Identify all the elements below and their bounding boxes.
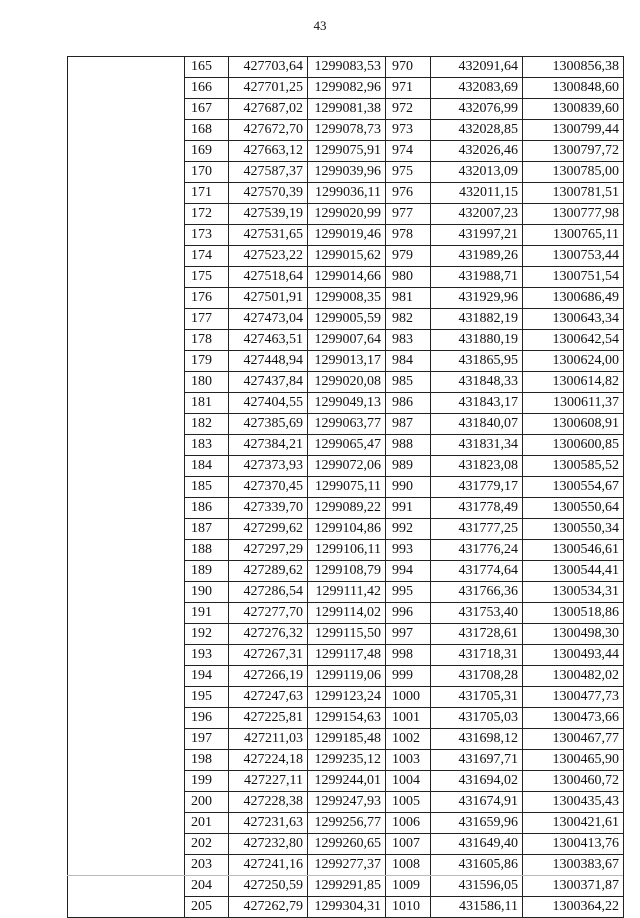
y-coordinate-right: 1300550,34	[523, 519, 624, 540]
y-coordinate-right: 1300435,43	[523, 792, 624, 813]
point-number-right: 997	[386, 624, 431, 645]
point-number-left: 165	[185, 57, 229, 78]
y-coordinate-right: 1300643,34	[523, 309, 624, 330]
x-coordinate-right: 432013,09	[431, 162, 523, 183]
x-coordinate-left: 427587,37	[229, 162, 308, 183]
x-coordinate-right: 431777,25	[431, 519, 523, 540]
point-number-right: 977	[386, 204, 431, 225]
x-coordinate-left: 427266,19	[229, 666, 308, 687]
y-coordinate-left: 1299008,35	[308, 288, 386, 309]
y-coordinate-right: 1300413,76	[523, 834, 624, 855]
point-number-left: 186	[185, 498, 229, 519]
y-coordinate-left: 1299154,63	[308, 708, 386, 729]
point-number-right: 979	[386, 246, 431, 267]
y-coordinate-left: 1299007,64	[308, 330, 386, 351]
point-number-right: 1010	[386, 897, 431, 918]
point-number-right: 1000	[386, 687, 431, 708]
point-number-right: 994	[386, 561, 431, 582]
x-coordinate-left: 427286,54	[229, 582, 308, 603]
x-coordinate-left: 427277,70	[229, 603, 308, 624]
x-coordinate-right: 432026,46	[431, 141, 523, 162]
x-coordinate-right: 431840,07	[431, 414, 523, 435]
x-coordinate-left: 427211,03	[229, 729, 308, 750]
point-number-right: 985	[386, 372, 431, 393]
x-coordinate-left: 427373,93	[229, 456, 308, 477]
point-number-right: 1001	[386, 708, 431, 729]
x-coordinate-left: 427539,19	[229, 204, 308, 225]
point-number-right: 1003	[386, 750, 431, 771]
point-number-right: 989	[386, 456, 431, 477]
y-coordinate-right: 1300781,51	[523, 183, 624, 204]
x-coordinate-right: 431649,40	[431, 834, 523, 855]
y-coordinate-right: 1300753,44	[523, 246, 624, 267]
point-number-right: 975	[386, 162, 431, 183]
y-coordinate-left: 1299185,48	[308, 729, 386, 750]
y-coordinate-left: 1299115,50	[308, 624, 386, 645]
point-number-right: 986	[386, 393, 431, 414]
y-coordinate-left: 1299020,08	[308, 372, 386, 393]
y-coordinate-right: 1300498,30	[523, 624, 624, 645]
x-coordinate-right: 432076,99	[431, 99, 523, 120]
y-coordinate-right: 1300544,41	[523, 561, 624, 582]
y-coordinate-left: 1299014,66	[308, 267, 386, 288]
y-coordinate-right: 1300554,67	[523, 477, 624, 498]
y-coordinate-left: 1299082,96	[308, 78, 386, 99]
y-coordinate-right: 1300777,98	[523, 204, 624, 225]
x-coordinate-left: 427339,70	[229, 498, 308, 519]
y-coordinate-left: 1299244,01	[308, 771, 386, 792]
x-coordinate-left: 427448,94	[229, 351, 308, 372]
point-number-left: 202	[185, 834, 229, 855]
x-coordinate-right: 431774,64	[431, 561, 523, 582]
y-coordinate-left: 1299123,24	[308, 687, 386, 708]
x-coordinate-right: 432007,23	[431, 204, 523, 225]
y-coordinate-right: 1300848,60	[523, 78, 624, 99]
x-coordinate-left: 427289,62	[229, 561, 308, 582]
x-coordinate-left: 427231,63	[229, 813, 308, 834]
y-coordinate-left: 1299020,99	[308, 204, 386, 225]
point-number-left: 192	[185, 624, 229, 645]
y-coordinate-left: 1299235,12	[308, 750, 386, 771]
point-number-left: 201	[185, 813, 229, 834]
x-coordinate-right: 431605,86	[431, 855, 523, 876]
point-number-right: 973	[386, 120, 431, 141]
y-coordinate-right: 1300534,31	[523, 582, 624, 603]
point-number-right: 978	[386, 225, 431, 246]
x-coordinate-right: 431880,19	[431, 330, 523, 351]
point-number-right: 991	[386, 498, 431, 519]
x-coordinate-right: 432091,64	[431, 57, 523, 78]
y-coordinate-right: 1300839,60	[523, 99, 624, 120]
x-coordinate-right: 431848,33	[431, 372, 523, 393]
x-coordinate-right: 431596,05	[431, 876, 523, 897]
y-coordinate-left: 1299083,53	[308, 57, 386, 78]
y-coordinate-right: 1300371,87	[523, 876, 624, 897]
page-number: 43	[313, 18, 327, 33]
point-number-right: 980	[386, 267, 431, 288]
y-coordinate-left: 1299277,37	[308, 855, 386, 876]
x-coordinate-left: 427384,21	[229, 435, 308, 456]
y-coordinate-left: 1299108,79	[308, 561, 386, 582]
point-number-left: 191	[185, 603, 229, 624]
point-number-right: 1004	[386, 771, 431, 792]
point-number-left: 177	[185, 309, 229, 330]
point-number-left: 182	[185, 414, 229, 435]
point-number-left: 168	[185, 120, 229, 141]
x-coordinate-right: 431753,40	[431, 603, 523, 624]
point-number-left: 203	[185, 855, 229, 876]
point-number-right: 983	[386, 330, 431, 351]
point-number-left: 172	[185, 204, 229, 225]
x-coordinate-right: 431697,71	[431, 750, 523, 771]
point-number-right: 999	[386, 666, 431, 687]
y-coordinate-left: 1299117,48	[308, 645, 386, 666]
x-coordinate-left: 427247,63	[229, 687, 308, 708]
point-number-right: 972	[386, 99, 431, 120]
point-number-right: 995	[386, 582, 431, 603]
x-coordinate-right: 431776,24	[431, 540, 523, 561]
x-coordinate-right: 431831,34	[431, 435, 523, 456]
x-coordinate-left: 427501,91	[229, 288, 308, 309]
y-coordinate-right: 1300546,61	[523, 540, 624, 561]
point-number-right: 988	[386, 435, 431, 456]
point-number-left: 190	[185, 582, 229, 603]
point-number-left: 185	[185, 477, 229, 498]
point-number-left: 166	[185, 78, 229, 99]
point-number-left: 170	[185, 162, 229, 183]
y-coordinate-right: 1300797,72	[523, 141, 624, 162]
table-row	[68, 57, 624, 78]
x-coordinate-right: 431823,08	[431, 456, 523, 477]
y-coordinate-left: 1299065,47	[308, 435, 386, 456]
x-coordinate-left: 427227,11	[229, 771, 308, 792]
point-number-right: 993	[386, 540, 431, 561]
point-number-left: 183	[185, 435, 229, 456]
point-number-right: 981	[386, 288, 431, 309]
point-number-left: 180	[185, 372, 229, 393]
point-number-right: 996	[386, 603, 431, 624]
y-coordinate-left: 1299260,65	[308, 834, 386, 855]
blank-merged-cell	[68, 57, 185, 918]
y-coordinate-right: 1300608,91	[523, 414, 624, 435]
y-coordinate-left: 1299075,91	[308, 141, 386, 162]
y-coordinate-left: 1299015,62	[308, 246, 386, 267]
y-coordinate-right: 1300364,22	[523, 897, 624, 918]
x-coordinate-left: 427241,16	[229, 855, 308, 876]
y-coordinate-left: 1299104,86	[308, 519, 386, 540]
point-number-left: 200	[185, 792, 229, 813]
point-number-right: 1002	[386, 729, 431, 750]
point-number-left: 199	[185, 771, 229, 792]
coordinates-table	[67, 56, 624, 918]
point-number-left: 195	[185, 687, 229, 708]
y-coordinate-right: 1300686,49	[523, 288, 624, 309]
x-coordinate-left: 427463,51	[229, 330, 308, 351]
point-number-right: 992	[386, 519, 431, 540]
x-coordinate-left: 427299,62	[229, 519, 308, 540]
point-number-right: 990	[386, 477, 431, 498]
x-coordinate-left: 427262,79	[229, 897, 308, 918]
y-coordinate-left: 1299119,06	[308, 666, 386, 687]
point-number-left: 175	[185, 267, 229, 288]
x-coordinate-left: 427701,25	[229, 78, 308, 99]
point-number-left: 204	[185, 876, 229, 897]
x-coordinate-left: 427404,55	[229, 393, 308, 414]
point-number-right: 976	[386, 183, 431, 204]
y-coordinate-right: 1300482,02	[523, 666, 624, 687]
y-coordinate-right: 1300550,64	[523, 498, 624, 519]
y-coordinate-right: 1300624,00	[523, 351, 624, 372]
point-number-right: 1007	[386, 834, 431, 855]
table-body	[68, 57, 624, 918]
point-number-right: 1006	[386, 813, 431, 834]
point-number-left: 198	[185, 750, 229, 771]
point-number-left: 173	[185, 225, 229, 246]
y-coordinate-left: 1299013,17	[308, 351, 386, 372]
point-number-left: 188	[185, 540, 229, 561]
x-coordinate-left: 427232,80	[229, 834, 308, 855]
y-coordinate-right: 1300600,85	[523, 435, 624, 456]
x-coordinate-right: 431708,28	[431, 666, 523, 687]
y-coordinate-left: 1299247,93	[308, 792, 386, 813]
x-coordinate-right: 431929,96	[431, 288, 523, 309]
x-coordinate-left: 427473,04	[229, 309, 308, 330]
y-coordinate-right: 1300751,54	[523, 267, 624, 288]
x-coordinate-right: 431865,95	[431, 351, 523, 372]
y-coordinate-right: 1300799,44	[523, 120, 624, 141]
point-number-left: 179	[185, 351, 229, 372]
point-number-right: 982	[386, 309, 431, 330]
point-number-left: 181	[185, 393, 229, 414]
x-coordinate-right: 432011,15	[431, 183, 523, 204]
x-coordinate-left: 427531,65	[229, 225, 308, 246]
point-number-right: 970	[386, 57, 431, 78]
x-coordinate-right: 431718,31	[431, 645, 523, 666]
y-coordinate-left: 1299304,31	[308, 897, 386, 918]
point-number-left: 205	[185, 897, 229, 918]
y-coordinate-right: 1300856,38	[523, 57, 624, 78]
y-coordinate-right: 1300585,52	[523, 456, 624, 477]
y-coordinate-right: 1300465,90	[523, 750, 624, 771]
x-coordinate-right: 431728,61	[431, 624, 523, 645]
y-coordinate-left: 1299075,11	[308, 477, 386, 498]
y-coordinate-left: 1299039,96	[308, 162, 386, 183]
y-coordinate-right: 1300473,66	[523, 708, 624, 729]
x-coordinate-left: 427672,70	[229, 120, 308, 141]
y-coordinate-left: 1299072,06	[308, 456, 386, 477]
point-number-left: 193	[185, 645, 229, 666]
x-coordinate-right: 431778,49	[431, 498, 523, 519]
point-number-left: 169	[185, 141, 229, 162]
x-coordinate-left: 427437,84	[229, 372, 308, 393]
point-number-left: 194	[185, 666, 229, 687]
point-number-right: 1005	[386, 792, 431, 813]
y-coordinate-left: 1299005,59	[308, 309, 386, 330]
x-coordinate-right: 432083,69	[431, 78, 523, 99]
x-coordinate-right: 431843,17	[431, 393, 523, 414]
y-coordinate-right: 1300611,37	[523, 393, 624, 414]
y-coordinate-left: 1299089,22	[308, 498, 386, 519]
x-coordinate-right: 431586,11	[431, 897, 523, 918]
y-coordinate-right: 1300383,67	[523, 855, 624, 876]
point-number-left: 174	[185, 246, 229, 267]
x-coordinate-left: 427250,59	[229, 876, 308, 897]
y-coordinate-left: 1299036,11	[308, 183, 386, 204]
x-coordinate-right: 431779,17	[431, 477, 523, 498]
x-coordinate-left: 427385,69	[229, 414, 308, 435]
point-number-left: 176	[185, 288, 229, 309]
x-coordinate-right: 431674,91	[431, 792, 523, 813]
y-coordinate-left: 1299078,73	[308, 120, 386, 141]
point-number-right: 1009	[386, 876, 431, 897]
point-number-left: 178	[185, 330, 229, 351]
y-coordinate-right: 1300614,82	[523, 372, 624, 393]
point-number-left: 197	[185, 729, 229, 750]
point-number-right: 974	[386, 141, 431, 162]
x-coordinate-right: 432028,85	[431, 120, 523, 141]
x-coordinate-right: 431705,31	[431, 687, 523, 708]
x-coordinate-left: 427370,45	[229, 477, 308, 498]
y-coordinate-right: 1300785,00	[523, 162, 624, 183]
x-coordinate-left: 427267,31	[229, 645, 308, 666]
x-coordinate-right: 431705,03	[431, 708, 523, 729]
y-coordinate-left: 1299106,11	[308, 540, 386, 561]
point-number-right: 987	[386, 414, 431, 435]
y-coordinate-left: 1299256,77	[308, 813, 386, 834]
y-coordinate-right: 1300765,11	[523, 225, 624, 246]
x-coordinate-right: 431997,21	[431, 225, 523, 246]
point-number-left: 167	[185, 99, 229, 120]
point-number-right: 984	[386, 351, 431, 372]
x-coordinate-left: 427297,29	[229, 540, 308, 561]
x-coordinate-right: 431766,36	[431, 582, 523, 603]
y-coordinate-left: 1299291,85	[308, 876, 386, 897]
point-number-left: 187	[185, 519, 229, 540]
x-coordinate-left: 427228,38	[229, 792, 308, 813]
y-coordinate-left: 1299081,38	[308, 99, 386, 120]
y-coordinate-left: 1299063,77	[308, 414, 386, 435]
x-coordinate-left: 427225,81	[229, 708, 308, 729]
x-coordinate-left: 427570,39	[229, 183, 308, 204]
x-coordinate-left: 427703,64	[229, 57, 308, 78]
y-coordinate-left: 1299111,42	[308, 582, 386, 603]
point-number-left: 184	[185, 456, 229, 477]
y-coordinate-left: 1299049,13	[308, 393, 386, 414]
point-number-left: 171	[185, 183, 229, 204]
y-coordinate-right: 1300421,61	[523, 813, 624, 834]
x-coordinate-left: 427687,02	[229, 99, 308, 120]
bottom-rule	[67, 875, 623, 876]
x-coordinate-right: 431659,96	[431, 813, 523, 834]
y-coordinate-left: 1299019,46	[308, 225, 386, 246]
y-coordinate-right: 1300477,73	[523, 687, 624, 708]
point-number-right: 1008	[386, 855, 431, 876]
x-coordinate-right: 431698,12	[431, 729, 523, 750]
y-coordinate-right: 1300642,54	[523, 330, 624, 351]
y-coordinate-left: 1299114,02	[308, 603, 386, 624]
point-number-right: 998	[386, 645, 431, 666]
x-coordinate-right: 431989,26	[431, 246, 523, 267]
x-coordinate-left: 427276,32	[229, 624, 308, 645]
x-coordinate-right: 431988,71	[431, 267, 523, 288]
point-number-right: 971	[386, 78, 431, 99]
y-coordinate-right: 1300460,72	[523, 771, 624, 792]
y-coordinate-right: 1300467,77	[523, 729, 624, 750]
y-coordinate-right: 1300493,44	[523, 645, 624, 666]
x-coordinate-left: 427518,64	[229, 267, 308, 288]
x-coordinate-left: 427224,18	[229, 750, 308, 771]
x-coordinate-left: 427663,12	[229, 141, 308, 162]
point-number-left: 196	[185, 708, 229, 729]
x-coordinate-left: 427523,22	[229, 246, 308, 267]
x-coordinate-right: 431694,02	[431, 771, 523, 792]
y-coordinate-right: 1300518,86	[523, 603, 624, 624]
point-number-left: 189	[185, 561, 229, 582]
x-coordinate-right: 431882,19	[431, 309, 523, 330]
